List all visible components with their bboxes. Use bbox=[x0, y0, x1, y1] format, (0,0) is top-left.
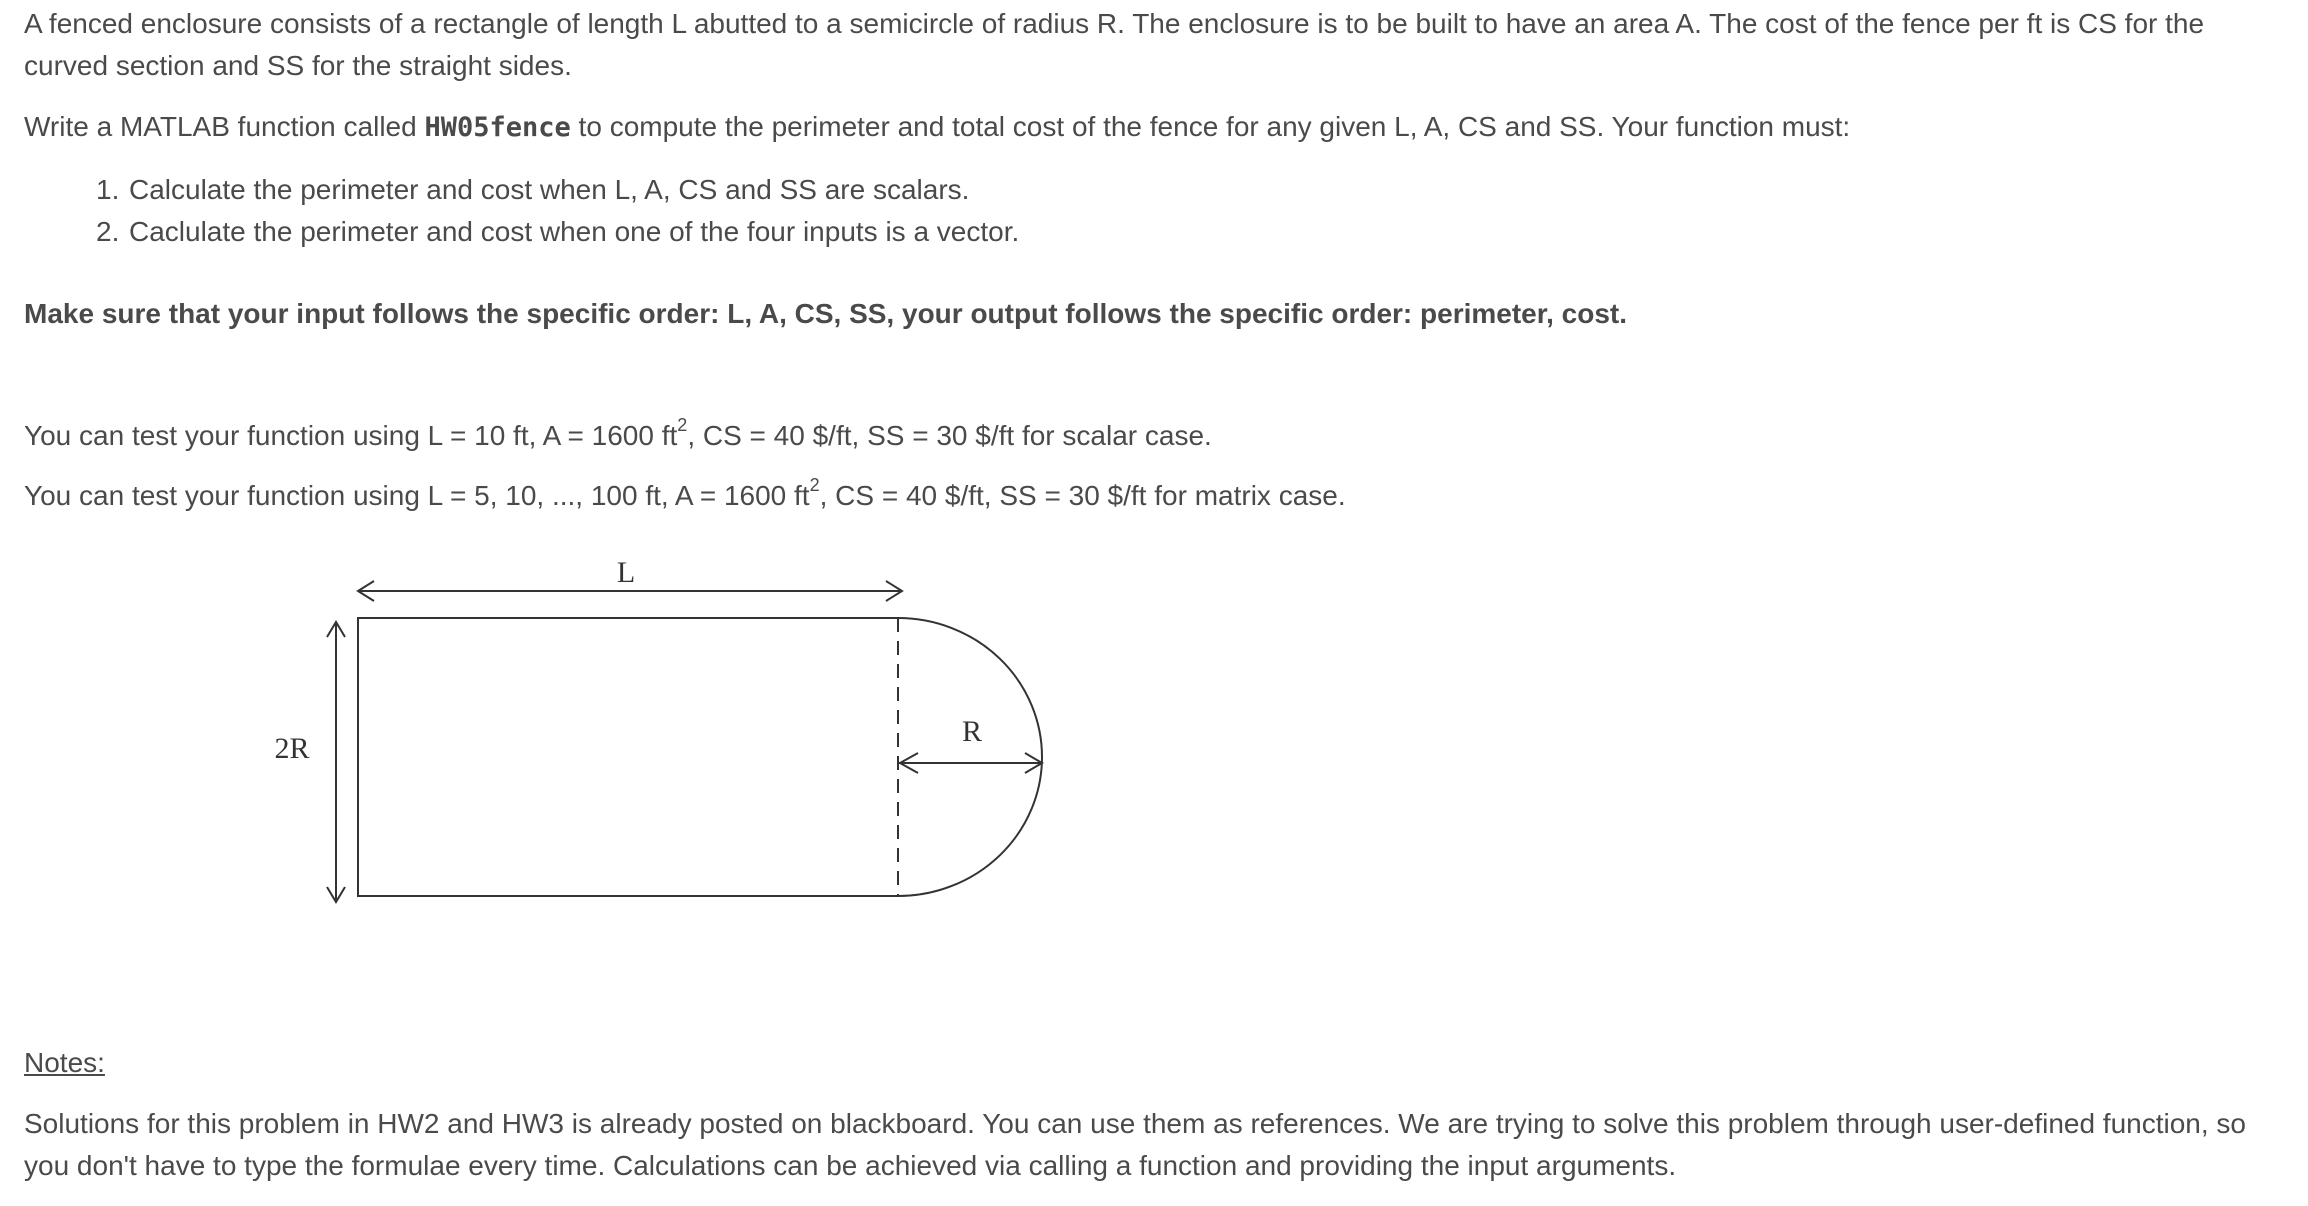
radius-label: R bbox=[961, 715, 983, 748]
list-item-text: Calculate the perimeter and cost when L, A, CS and SS are scalars. bbox=[129, 174, 970, 205]
test-matrix-before: You can test your function using L = 5, 10, ..., 100 ft, A = 1600 ft bbox=[24, 480, 810, 511]
order-note: Make sure that your input follows the specific order: L, A, CS, SS, your output follows the specific order: perimeter, cost. bbox=[24, 298, 1627, 329]
semicircle-arc bbox=[898, 618, 1042, 896]
height-label: 2R bbox=[274, 732, 310, 765]
notes-heading: Notes: bbox=[24, 1047, 105, 1078]
task-prefix: Write a MATLAB function called bbox=[24, 111, 425, 142]
task-suffix: to compute the perimeter and total cost of the fence for any given L, A, CS and SS. Your function must: bbox=[570, 111, 1851, 142]
diagram-strokes bbox=[327, 581, 1042, 902]
test-scalar-before: You can test your function using L = 10 ft, A = 1600 ft bbox=[24, 420, 678, 451]
test-matrix-after: , CS = 40 $/ft, SS = 30 $/ft for matrix case. bbox=[819, 480, 1346, 511]
rectangle-outline bbox=[358, 618, 898, 896]
intro-paragraph: A fenced enclosure consists of a rectangle of length L abutted to a semicircle of radius R. The enclosure is to be built to have an area A. The cost of the fence per ft is CS for the curved section and SS for the straight sides. bbox=[24, 8, 2205, 81]
list-item-number: 2. bbox=[96, 216, 120, 247]
list-item-number: 1. bbox=[96, 174, 120, 205]
list-item-text: Caclulate the perimeter and cost when one of the four inputs is a vector. bbox=[129, 216, 1020, 247]
length-label: L bbox=[616, 556, 636, 589]
test-scalar-superscript: 2 bbox=[677, 414, 688, 435]
function-name: HW05fence bbox=[424, 112, 571, 143]
fence-diagram bbox=[0, 0, 1100, 940]
notes-paragraph: Solutions for this problem in HW2 and HW3 is already posted on blackboard. You can use them as references. We are trying to solve this problem through user-defined function, so you don't have to type the formulae every time. Calculations can be achieved via calling a function and providing the input arguments. bbox=[24, 1108, 2247, 1181]
test-scalar-after: , CS = 40 $/ft, SS = 30 $/ft for scalar case. bbox=[687, 420, 1212, 451]
test-matrix-superscript: 2 bbox=[809, 474, 820, 495]
